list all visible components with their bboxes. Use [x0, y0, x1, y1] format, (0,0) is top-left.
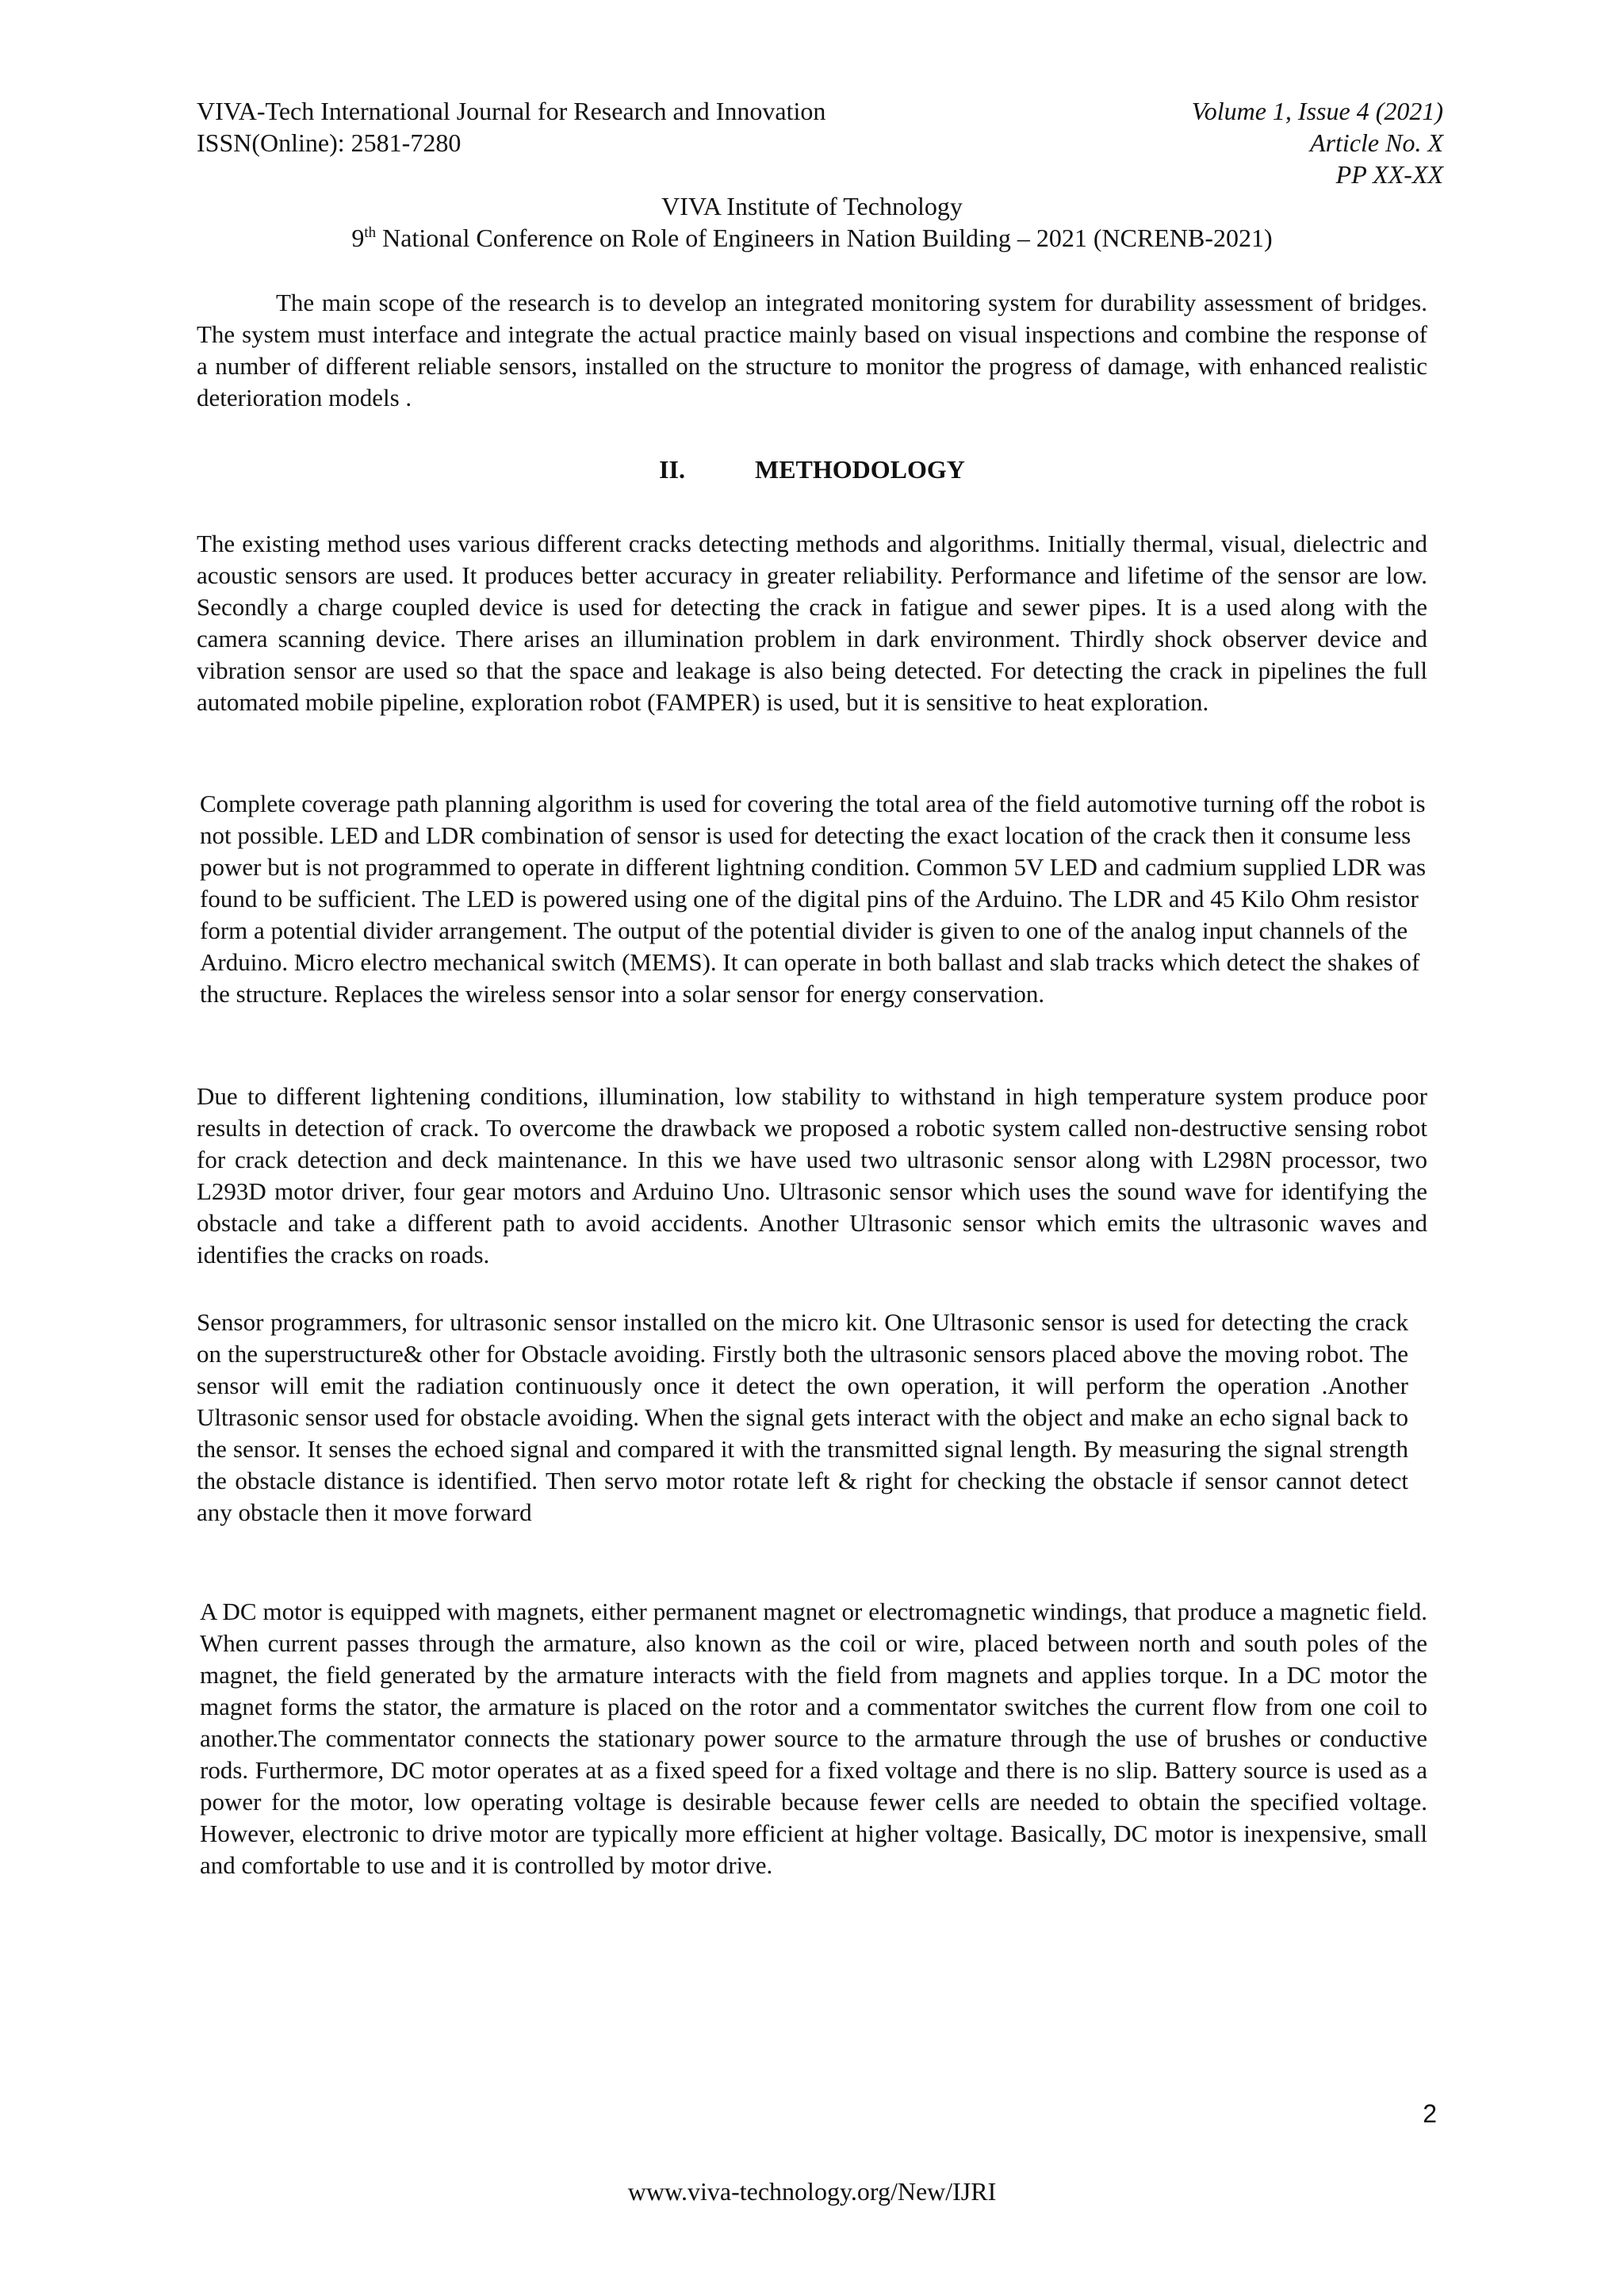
methodology-paragraph-1: The existing method uses various different cracks detecting methods and algorithms. Initially thermal, visual, dielectric and acoustic sensors are used. It produces better accuracy in greater reliability. Performance and lifetime of the sensor are low. Secondly a charge coupled device is used for detecting the crack in fatigue and sewer pipes. It is a used along with the camera scanning device. There arises an illumination problem in dark environment. Thirdly shock observer device and vibration sensor are used so that the space and leakage is also being detected. For detecting the crack in pipelines the full automated mobile pipeline, exploration robot (FAMPER) is used, but it is sensitive to heat exploration.: [197, 530, 1427, 716]
conference-ordinal-number: 9: [351, 224, 365, 252]
article-number: Article No. X: [1310, 128, 1443, 157]
section-number: II.: [659, 455, 685, 484]
page-number: 2: [1423, 2099, 1437, 2128]
page-range: PP XX-XX: [1335, 160, 1443, 189]
running-header-left: [197, 95, 825, 159]
volume-issue: Volume 1, Issue 4 (2021): [1191, 97, 1443, 125]
footer-url: www.viva-technology.org/New/IJRI: [627, 2177, 997, 2206]
methodology-paragraph-2: Complete coverage path planning algorithm is used for covering the total area of the field automotive turning off the robot is not possible. LED and LDR combination of sensor is used for detecting the exact location of the crack then it consume less power but is not programmed to operate in different lightning condition. Common 5V LED and cadmium supplied LDR was found to be sufficient. The LED is powered using one of the digital pins of the Arduino. The LDR and 45 Kilo Ohm resistor form a potential divider arrangement. The output of the potential divider is given to one of the analog input channels of the Arduino. Micro electro mechanical switch (MEMS). It can operate in both ballast and slab tracks which detect the shakes of the structure. Replaces the wireless sensor into a solar sensor for energy conservation.: [200, 790, 1427, 1008]
institute-name: VIVA Institute of Technology: [661, 192, 963, 220]
methodology-paragraph-4: Sensor programmers, for ultrasonic sensor installed on the micro kit. One Ultrasonic sensor is used for detecting the crack on the superstructure& other for Obstacle avoiding. Firstly both the ultrasonic sensors placed above the moving robot. The sensor will emit the radiation continuously once it detect the own operation, it will perform the operation .Another Ultrasonic sensor used for obstacle avoiding. When the signal gets interact with the object and make an echo signal back to the sensor. It senses the echoed signal and compared it with the transmitted signal length. By measuring the signal strength the obstacle distance is identified. Then servo motor rotate left & right for checking the obstacle if sensor cannot detect any obstacle then it move forward: [197, 1308, 1408, 1526]
issn-number: ISSN(Online): 2581-7280: [197, 128, 462, 157]
conference-banner: [0, 190, 1624, 254]
intro-paragraph: The main scope of the research is to develop an integrated monitoring system for durability assessment of bridges. The system must interface and integrate the actual practice mainly based on visual inspections and combine the response of a number of different reliable sensors, installed on the structure to monitor the progress of damage, with enhanced realistic deterioration models .: [197, 289, 1427, 411]
conference-name: National Conference on Role of Engineers in Nation Building – 2021 (NCRENB-2021): [376, 224, 1273, 252]
section-title: METHODOLOGY: [755, 455, 965, 484]
section-heading: [0, 453, 1624, 485]
journal-name: VIVA-Tech International Journal for Research and Innovation: [197, 97, 826, 125]
conference-title: [0, 222, 1624, 254]
running-header-right: [1192, 95, 1443, 190]
methodology-paragraph-3: Due to different lightening conditions, illumination, low stability to withstand in high temperature system produce poor results in detection of crack. To overcome the drawback we proposed a robotic system called non-destructive sensing robot for crack detection and deck maintenance. In this we have used two ultrasonic sensor along with L298N processor, two L293D motor driver, four gear motors and Arduino Uno. Ultrasonic sensor which uses the sound wave for identifying the obstacle and take a different path to avoid accidents. Another Ultrasonic sensor which emits the ultrasonic waves and identifies the cracks on roads.: [197, 1082, 1427, 1269]
methodology-paragraph-5: A DC motor is equipped with magnets, either permanent magnet or electromagnetic windings, that produce a magnetic field. When current passes through the armature, also known as the coil or wire, placed between north and south poles of the magnet, the field generated by the armature interacts with the field from magnets and applies torque. In a DC motor the magnet forms the stator, the armature is placed on the rotor and a commentator switches the current flow from one coil to another.The commentator connects the stationary power source to the armature through the use of brushes or conductive rods. Furthermore, DC motor operates at as a fixed speed for a fixed voltage and there is no slip. Battery source is used as a power for the motor, low operating voltage is desirable because fewer cells are needed to obtain the specified voltage. However, electronic to drive motor are typically more efficient at higher voltage. Basically, DC motor is inexpensive, small and comfortable to use and it is controlled by motor drive.: [200, 1598, 1427, 1879]
conference-ordinal-suffix: th: [364, 224, 377, 241]
